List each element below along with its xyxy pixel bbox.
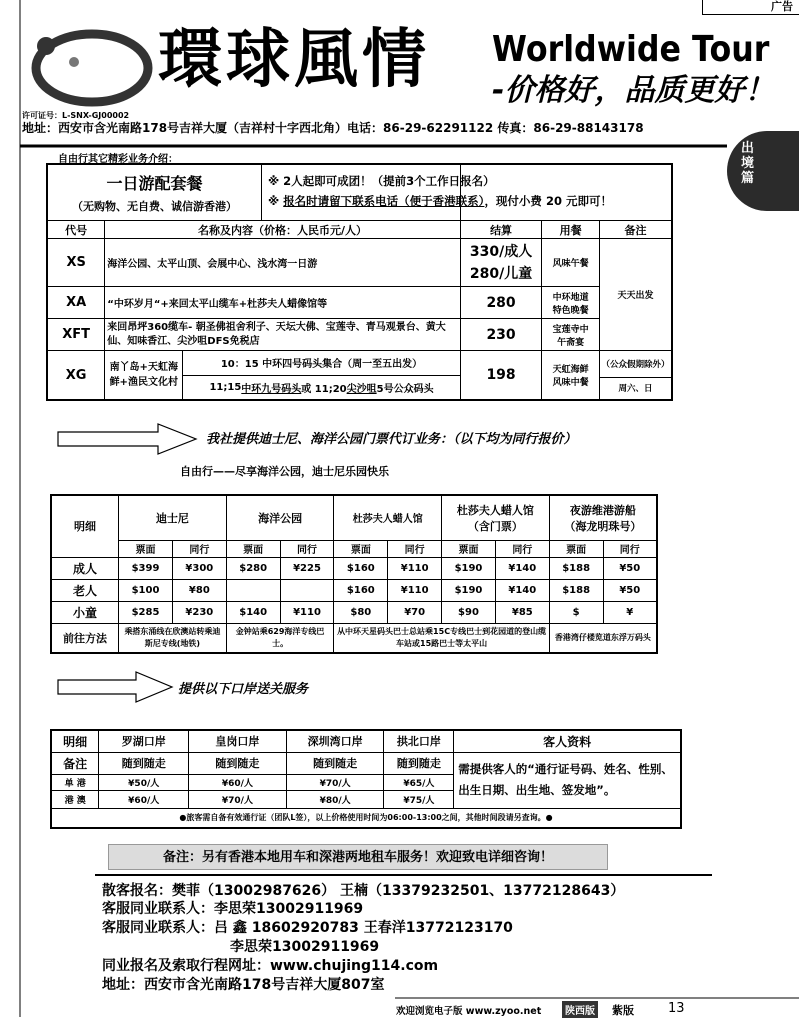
venue-name: 夜游维港游船 （海龙明珠号） bbox=[549, 495, 657, 540]
venue-name: 杜莎夫人蜡人馆 bbox=[334, 495, 442, 540]
day-tour-note-1: ※ 2人起即可成团！（提前3个工作日报名） bbox=[268, 174, 495, 188]
tour-price: 330/成人 280/儿童 bbox=[460, 239, 542, 287]
port-name: 拱北口岸 bbox=[384, 730, 454, 752]
tour-content: 来回昂坪360缆车- 朝圣佛祖舍利子、天坛大佛、宝莲寺、青马观景台、黄大仙、知味香江、尖沙咀DFS免税店 bbox=[105, 319, 461, 351]
page-number: 13 bbox=[668, 1001, 685, 1016]
tour-meal: 中环地道 特色晚餐 bbox=[542, 287, 600, 319]
port-banner: 提供以下口岸送关服务 bbox=[178, 682, 309, 697]
ticket-banner: 我社提供迪士尼、海洋公园门票代订业务：（以下均为同行报价） bbox=[206, 432, 577, 447]
tour-schedule: 11;15 中环九号码头 或 11;20 尖沙咀 5号公众码头 bbox=[209, 381, 434, 395]
tour-content: “中环岁月“+来回太平山缆车+杜莎夫人蜡像馆等 bbox=[105, 287, 461, 319]
intro-text: 自由行其它精彩业务介绍： bbox=[58, 154, 178, 165]
ticket-row: 小童 $285 ¥230 $140 ¥110 $80 ¥70 $90 ¥85 $ ¥ bbox=[51, 601, 657, 623]
tour-price: 280 bbox=[460, 287, 542, 319]
ticket-table: 明细 迪士尼 海洋公园 杜莎夫人蜡人馆 杜莎夫人蜡人馆 （含门票） 夜游维港游船 （海龙明珠号） 票面 同行 票面 同行 票面 同行 票面 同行 票面 同行 成人 $399 ¥300 $280 ¥225 $160 ¥110 $190 ¥140 $188 ¥50 老人 $100 ¥80 $160 ¥110 $190 ¥140 $188 ¥50 小童 $285 ¥230 $140 ¥110 $80 ¥70 $90 ¥85 $ ¥ 前往方法 乘搭东涌线在欣澳站转乘迪斯尼专线(地铁) 金钟站乘629海洋专线巴士。 从中环天星码头巴士总站乘15C专线巴士到花园道的登山缆车站或15路巴士等太平山 香港湾仔楼览道东浮万码头 bbox=[50, 494, 658, 654]
arrow-right-icon bbox=[58, 424, 196, 454]
contact-line: 李思荣13002911969 bbox=[230, 939, 380, 955]
venue-name: 海洋公园 bbox=[226, 495, 334, 540]
port-name: 深圳湾口岸 bbox=[286, 730, 384, 752]
contact-line: 客服同业联系人：李思荣13002911969 bbox=[102, 901, 364, 917]
ad-tag: 广告 bbox=[702, 0, 799, 15]
tour-schedule: 10：15 中环四号码头集合（周一至五出发） bbox=[183, 351, 460, 376]
address-line: 地址：西安市含光南路178号吉祥大厦（吉祥村十字西北角）电话：86-29-62291122 传真：86-29-88143178 bbox=[22, 121, 644, 135]
brand-title: 環球風情 bbox=[158, 22, 430, 97]
day-tour-note-2: ※ 报名时请留下联系电话（便于香港联系），现付小费 20 元即可！ bbox=[268, 194, 612, 208]
client-info: 需提供客人的“通行证号码、姓名、性别、出生日期、出生地、签发地”。 bbox=[454, 752, 681, 808]
license-number: 许可证号：L-SNX-GJ00002 bbox=[22, 111, 130, 120]
globe-logo-icon bbox=[26, 24, 154, 110]
tour-remark: （公众假期除外） bbox=[600, 352, 671, 378]
port-name: 罗湖口岸 bbox=[99, 730, 189, 752]
tour-code: XFT bbox=[47, 319, 105, 351]
contact-line: 同业报名及索取行程网址：www.chujing114.com bbox=[102, 958, 439, 974]
tour-meal: 宝莲寺中 午斋宴 bbox=[542, 319, 600, 351]
footer-edition: 紫版 bbox=[612, 1004, 634, 1017]
port-name: 皇岗口岸 bbox=[189, 730, 287, 752]
tour-code: XA bbox=[47, 287, 105, 319]
arrow-right-icon bbox=[58, 672, 172, 702]
ticket-row: 成人 $399 ¥300 $280 ¥225 $160 ¥110 $190 ¥140 $188 ¥50 bbox=[51, 557, 657, 579]
tour-content: 南丫岛+天虹海鲜+渔民文化村 bbox=[105, 351, 183, 399]
tour-code: XG bbox=[47, 351, 105, 401]
header-content: 名称及内容（价格：人民币元/人） bbox=[105, 221, 461, 239]
contact-line: 散客报名：樊菲（13002987626） 王楠（13379232501、13772128643） bbox=[102, 883, 625, 899]
ticket-route-row: 前往方法 乘搭东涌线在欣澳站转乘迪斯尼专线(地铁) 金钟站乘629海洋专线巴士。 从中环天星码头巴士总站乘15C专线巴士到花园道的登山缆车站或15路巴士等太平山 香港湾仔楼览道东浮万码头 bbox=[51, 623, 657, 653]
port-table: 明细 罗湖口岸 皇岗口岸 深圳湾口岸 拱北口岸 客人资料 备注 随到随走 随到随走 随到随走 随到随走 需提供客人的“通行证号码、姓名、性别、出生日期、出生地、签发地”。 单 港 ¥50/人 ¥60/人 ¥70/人 ¥65/人 港 澳 ¥60/人 ¥70/人 ¥80/人 ¥75/人 ●旅客需自备有效通行证（团队L签），以上价格使用时间为06:00-13:00之间，其他时间段请另查询。● bbox=[50, 729, 682, 829]
tour-meal: 风味午餐 bbox=[542, 239, 600, 287]
section-tab: 出 境 篇 bbox=[727, 131, 799, 211]
tour-price: 198 bbox=[460, 351, 542, 401]
brand-english: Worldwide Tour bbox=[492, 29, 770, 70]
day-tour-sub: （无购物、无自费、诚信游香港） bbox=[72, 200, 237, 213]
footer-badge: 陕西版 bbox=[562, 1001, 598, 1018]
ticket-col-head: 明细 bbox=[51, 495, 119, 557]
tour-meal: 天虹海鲜 风味中餐 bbox=[542, 351, 600, 401]
venue-name: 杜莎夫人蜡人馆 （含门票） bbox=[442, 495, 550, 540]
header-price: 结算 bbox=[460, 221, 542, 239]
day-tour-name: 一日游配套餐 bbox=[106, 174, 203, 193]
ticket-subtitle: 自由行——尽享海洋公园，迪士尼乐园快乐 bbox=[180, 465, 389, 478]
tour-remark: 周六、日 bbox=[618, 384, 653, 394]
tour-code: XS bbox=[47, 239, 105, 287]
brand-slogan: -价格好，品质更好！ bbox=[492, 73, 775, 108]
ticket-row: 老人 $100 ¥80 $160 ¥110 $190 ¥140 $188 ¥50 bbox=[51, 579, 657, 601]
header-meal: 用餐 bbox=[542, 221, 600, 239]
tour-remark: 天天出发 bbox=[599, 239, 672, 351]
header-code: 代号 bbox=[47, 221, 105, 239]
tour-content: 海洋公园、太平山顶、会展中心、浅水湾一日游 bbox=[105, 239, 461, 287]
port-footnote: ●旅客需自备有效通行证（团队L签），以上价格使用时间为06:00-13:00之间，其他时间段请另查询。● bbox=[51, 808, 681, 828]
venue-name: 迪士尼 bbox=[119, 495, 227, 540]
tour-price: 230 bbox=[460, 319, 542, 351]
contact-line: 客服同业联系人：吕 鑫 18602920783 王春洋13772123170 bbox=[102, 920, 513, 936]
remark-bar: 备注：另有香港本地用车和深港两地租车服务！欢迎致电详细咨询！ bbox=[108, 844, 608, 870]
contact-line: 地址：西安市含光南路178号吉祥大厦807室 bbox=[102, 977, 385, 993]
header-remark: 备注 bbox=[599, 221, 672, 239]
footer-site: 欢迎浏览电子版 www.zyoo.net bbox=[396, 1006, 542, 1017]
